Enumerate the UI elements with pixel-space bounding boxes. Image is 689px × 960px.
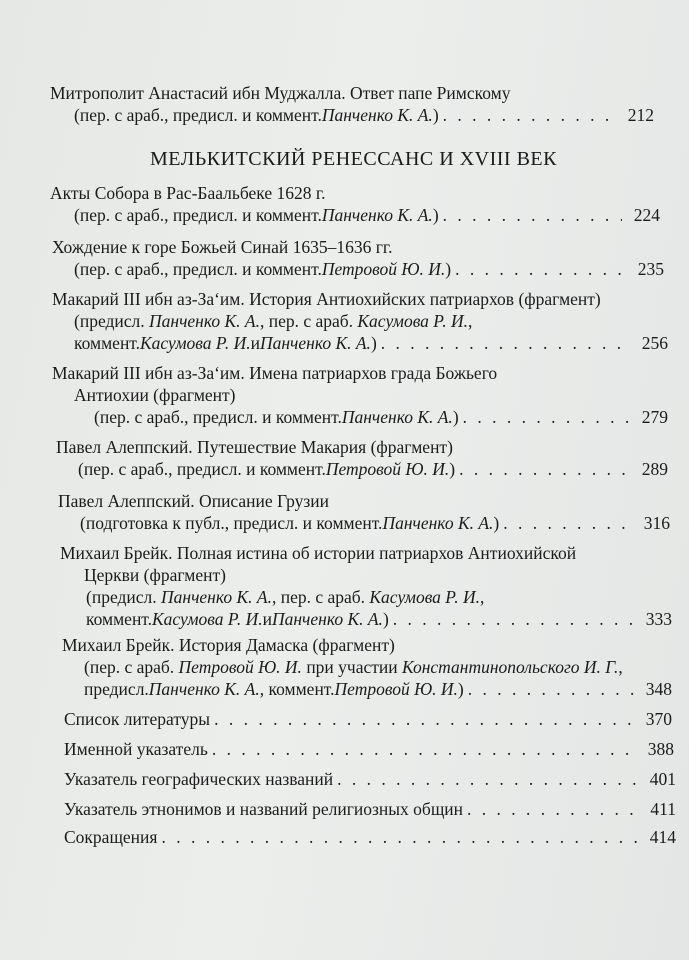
leader-dots (463, 406, 630, 428)
toc-entry-title: Указатель географических названий (64, 769, 334, 789)
toc-entry-credits: коммент. Касумова Р. И. и Панченко К. А. ) . . . 256 (74, 332, 668, 354)
leader-dots (214, 708, 634, 730)
page-number: 224 (633, 205, 660, 225)
leader-dots (468, 678, 634, 700)
toc-entry (64, 826, 676, 848)
toc-entry-credits: (пер. с араб., предисл. и коммент. Панченко К. А. ) . . . 279 (94, 406, 668, 428)
toc-entry (64, 798, 676, 820)
toc-entry-credits: (предисл. Панченко К. А., пер. с араб. Касумова Р. И., (86, 587, 485, 607)
page-number: 414 (649, 827, 676, 847)
toc-entry-credits: (пер. с араб., предисл. и коммент. Петровой Ю. И. ) . . . 289 (78, 458, 668, 480)
toc-entry-credits (74, 104, 654, 126)
leader-dots (212, 738, 636, 760)
page-number: 370 (645, 709, 672, 729)
page-number: 316 (643, 513, 670, 533)
toc-entry-credits: (пер. с араб. Петровой Ю. И. при участии Константинопольского И. Г., (84, 657, 623, 677)
page-number: 235 (637, 259, 664, 279)
page-number: 333 (645, 609, 672, 629)
leader-dots (443, 104, 616, 126)
page-number: 401 (649, 769, 676, 789)
page-number: 279 (641, 407, 668, 427)
page-number: 256 (641, 333, 668, 353)
toc-entry-credits: коммент. Касумова Р. И. и Панченко К. А. ) . . . 333 (86, 608, 672, 630)
toc-entry-subtitle: Антиохии (фрагмент) (74, 385, 236, 405)
leader-dots (393, 608, 634, 630)
toc-entry-title: Акты Собора в Рас-Баальбеке 1628 г. (50, 183, 326, 203)
page-number: 289 (641, 459, 668, 479)
toc-entry-subtitle: Церкви (фрагмент) (84, 565, 226, 585)
page-number: 411 (650, 799, 676, 819)
leader-dots (459, 458, 630, 480)
toc-entry-title: Михаил Брейк. Полная истина об истории патриархов Антиохийской (60, 543, 577, 563)
toc-entry-credits: (пер. с араб., предисл. и коммент. Петровой Ю. И. ) . . . 235 (74, 258, 664, 280)
toc-entry (64, 738, 674, 760)
leader-dots (161, 826, 638, 848)
toc-entry-credits: предисл. Панченко К. А. , коммент. Петровой Ю. И. ) . . . 348 (84, 678, 672, 700)
credits-author: Панченко К. А. (321, 105, 433, 125)
page-number: 348 (645, 679, 672, 699)
page-number: 212 (627, 105, 654, 125)
toc-entry-credits: (пер. с араб., предисл. и коммент. Панченко К. А. ) . . . 224 (74, 204, 660, 226)
section-heading: МЕЛЬКИТСКИЙ РЕНЕССАНС И XVIII ВЕК (150, 148, 557, 170)
toc-entry-title: Макарий III ибн аз-За‘им. История Антиохийских патриархов (фрагмент) (52, 289, 601, 309)
toc-entry-title: Именной указатель (64, 739, 208, 759)
toc-entry-title: Сокращения (64, 827, 158, 847)
toc-entry-title: Митрополит Анастасий ибн Муджалла. Ответ папе Римскому (50, 83, 511, 103)
leader-dots (381, 332, 630, 354)
toc-entry-title: Макарий III ибн аз-За‘им. Имена патриархов града Божьего (52, 363, 498, 383)
toc-entry-title: Павел Алеппский. Описание Грузии (58, 491, 329, 511)
leader-dots (503, 512, 632, 534)
credits-text: (пер. с араб., предисл. и коммент. (74, 105, 322, 125)
leader-dots (443, 204, 622, 226)
leader-dots (337, 768, 638, 790)
page-number: 388 (647, 739, 674, 759)
toc-entry-credits: (предисл. Панченко К. А., пер. с араб. Касумова Р. И., (74, 311, 473, 331)
toc-entry-credits: (подготовка к публ., предисл. и коммент. Панченко К. А. ) . . . 316 (80, 512, 670, 534)
toc-entry-title: Михаил Брейк. История Дамаска (фрагмент) (62, 635, 395, 655)
leader-dots (467, 798, 638, 820)
toc-entry-title: Хождение к горе Божьей Синай 1635–1636 гг. (52, 237, 393, 257)
toc-entry-title: Павел Алеппский. Путешествие Макария (фрагмент) (56, 437, 453, 457)
leader-dots (455, 258, 626, 280)
toc-entry (64, 708, 672, 730)
toc-entry-title: Указатель этнонимов и названий религиозных общин (64, 799, 464, 819)
toc-entry (64, 768, 676, 790)
toc-entry-title: Список литературы (64, 709, 211, 729)
credits-text: ) (432, 105, 439, 125)
